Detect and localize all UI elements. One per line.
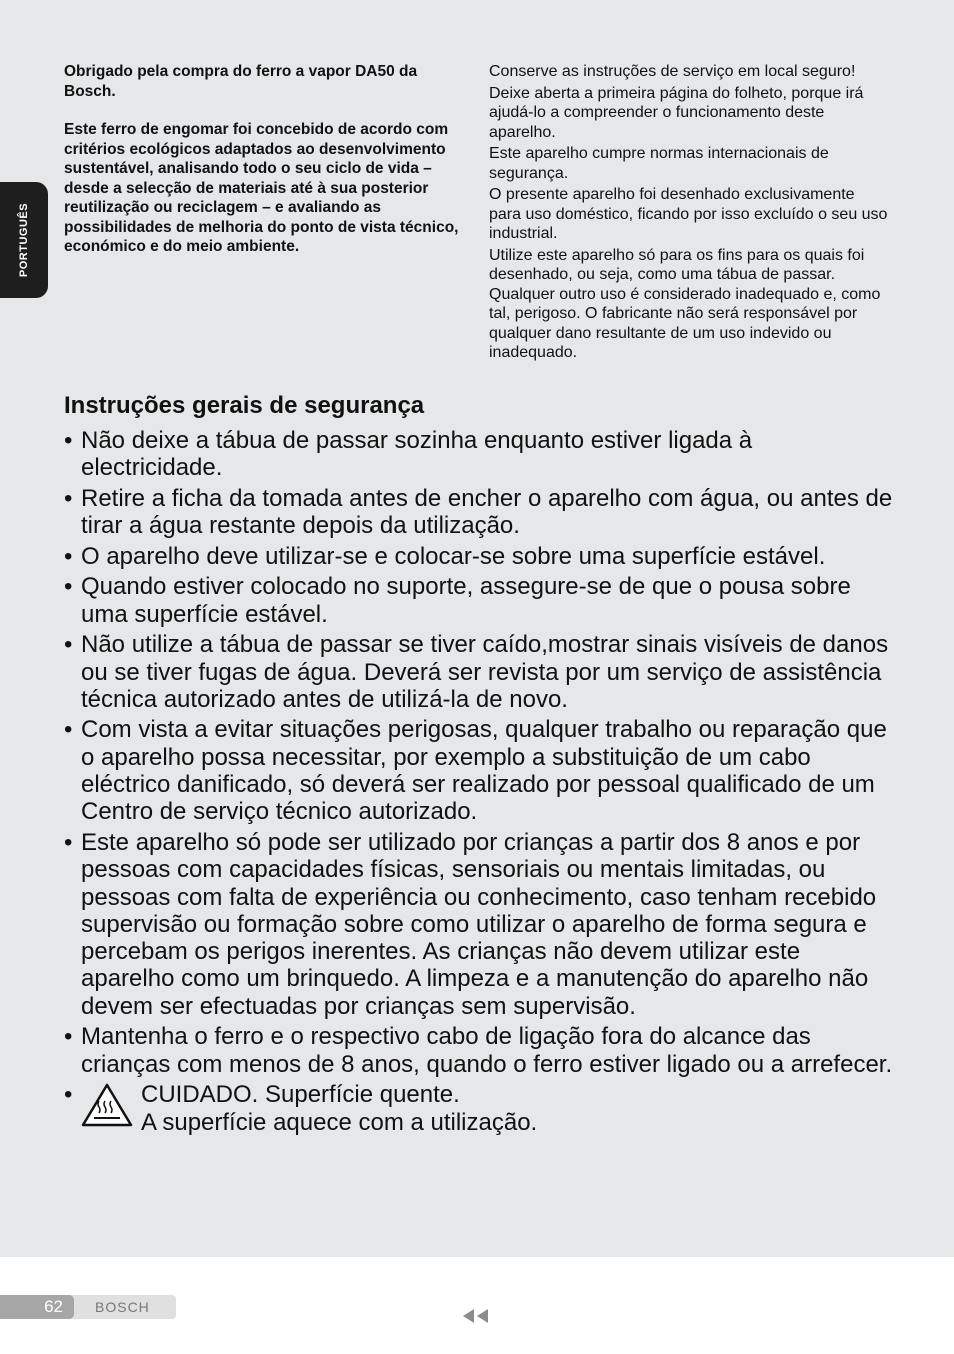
intro-note: Utilize este aparelho só para os fins para os quais foi desenhado, ou seja, como uma tábua de passar. Qualquer outro uso é considerado inadequado e, como tal, perigoso. O fabricante não será responsável por qualquer dano resultante de um uso indevido ou inadequado. <box>489 246 881 361</box>
intro-thanks: Obrigado pela compra do ferro a vapor DA50 da Bosch. <box>64 63 418 100</box>
intro-right-column <box>489 62 889 365</box>
safety-list <box>64 427 894 1139</box>
previous-page-icon[interactable] <box>462 1308 490 1324</box>
brand-name: BOSCH <box>95 1299 150 1315</box>
intro-note: Este aparelho cumpre normas internacionais de segurança. <box>489 145 829 182</box>
safety-item: • O aparelho deve utilizar-se e colocar-se sobre uma superfície estável. <box>64 543 894 570</box>
safety-item: • Com vista a evitar situações perigosas, qualquer trabalho ou reparação que o aparelho possa necessitar, por exemplo a substituição de um cabo eléctrico danificado, só deverá ser realizado por pessoal qualificado de um Centro de serviço técnico autorizado. <box>64 716 894 825</box>
safety-item: • Mantenha o ferro e o respectivo cabo de ligação fora do alcance das crianças com menos de 8 anos, quando o ferro estiver ligado ou a arrefecer. <box>64 1023 894 1078</box>
page-number: 62 <box>0 1295 74 1319</box>
safety-item: • Este aparelho só pode ser utilizado por crianças a partir dos 8 anos e por pessoas com capacidades físicas, sensoriais ou mentais limitadas, ou pessoas com falta de experiência ou conhecimento, caso tenham recebido supervisão ou formação sobre como utilizar o aparelho de forma segura e percebam os perigos inerentes. As crianças não devem utilizar este aparelho como um brinquedo. A limpeza e a manutenção do aparelho não devem ser efectuadas por crianças sem supervisão. <box>64 829 894 1020</box>
safety-warning-item <box>64 1081 894 1136</box>
intro-note: O presente aparelho foi desenhado exclusivamente para uso doméstico, ficando por isso excluído o seu uso industrial. <box>489 186 888 242</box>
warning-text <box>141 1081 537 1136</box>
language-tab <box>0 182 48 298</box>
warning-line-1: • CUIDADO. Superfície quente. <box>141 1081 460 1109</box>
safety-item: • Quando estiver colocado no suporte, assegure-se de que o pousa sobre uma superfície estável. <box>64 573 894 628</box>
warning-line-2: A superfície aquece com a utilização. <box>141 1108 538 1136</box>
intro-ecology: Este ferro de engomar foi concebido de acordo com critérios ecológicos adaptados ao desenvolvimento sustentável, analisando todo o seu ciclo de vida – desde a selecção de materiais até à sua posterior reutilização ou reciclagem – e avaliando as possibilidades de melhoria do ponto de vista técnico, económico e do meio ambiente. <box>64 121 459 255</box>
hot-surface-warning-icon <box>81 1083 133 1127</box>
intro-note: Conserve as instruções de serviço em local seguro! <box>489 63 856 80</box>
safety-item: • Não utilize a tábua de passar se tiver caído,mostrar sinais visíveis de danos ou se tiver fugas de água. Deverá ser revista por um serviço de assistência técnica autorizado antes de utilizá-la de novo. <box>64 631 894 713</box>
intro-left-column <box>64 62 469 276</box>
language-tab-label: PORTUGUÊS <box>18 202 30 278</box>
safety-section-title: Instruções gerais de segurança <box>64 392 425 419</box>
safety-item: • Não deixe a tábua de passar sozinha enquanto estiver ligada à electricidade. <box>64 427 894 482</box>
safety-item: • Retire a ficha da tomada antes de encher o aparelho com água, ou antes de tirar a água restante depois da utilização. <box>64 485 894 540</box>
intro-note: Deixe aberta a primeira página do folheto, porque irá ajudá-lo a compreender o funcionamento deste aparelho. <box>489 84 864 141</box>
